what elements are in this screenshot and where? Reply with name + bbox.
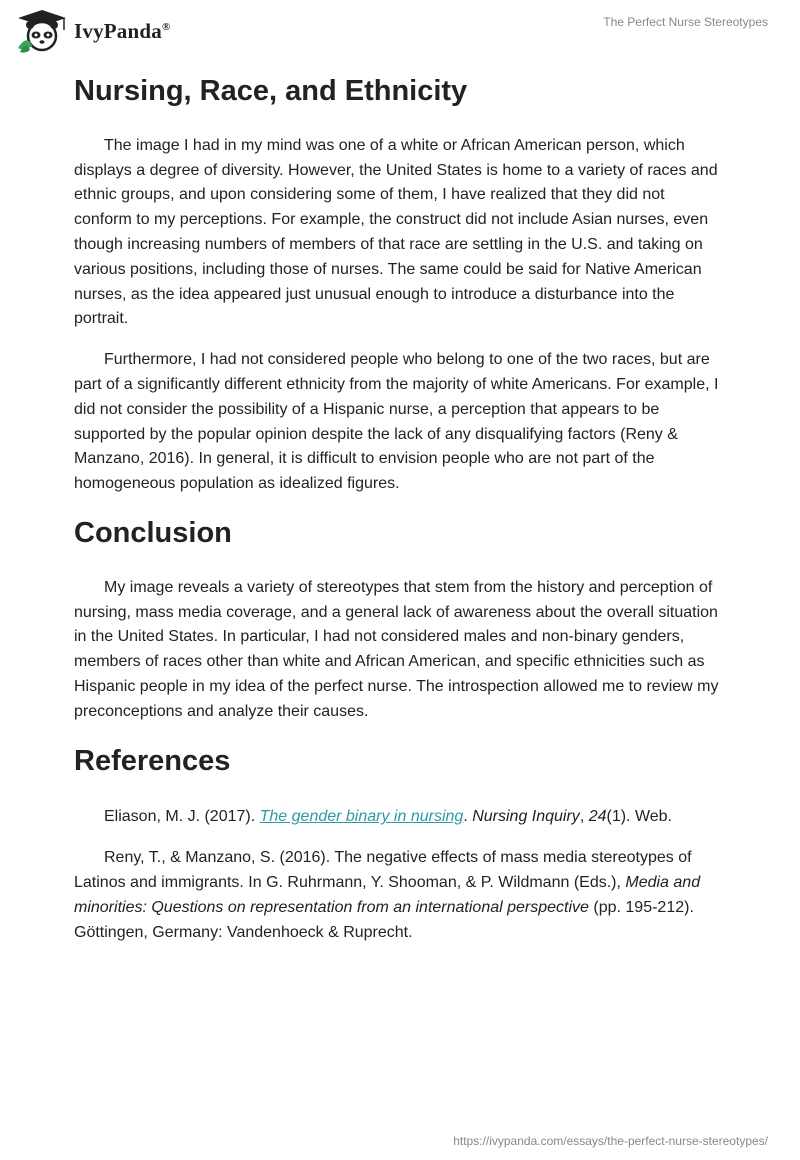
heading-references: References bbox=[74, 744, 231, 777]
heading-conclusion: Conclusion bbox=[74, 516, 232, 549]
reference-link[interactable]: The gender binary in nursing bbox=[259, 808, 464, 826]
page-header bbox=[0, 0, 800, 62]
paragraph: My image reveals a variety of stereotypes that stem from the history and perception of nursing, mass media coverage, and a general lack of awareness about the overall situation in the United States. In particular, I had not considered males and non-binary genders, members of races other than white and African American, and specific ethnicities such as Hispanic people in my idea of the perfect nurse. The introspection allowed me to review my preconceptions and analyze their causes. bbox=[74, 578, 719, 720]
reference-item: Reny, T., & Manzano, S. (2016). The negative effects of mass media stereotypes of Latinos and immigrants. In G. Ruhrmann, Y. Shooman, & P. Wildmann (Eds.), Media and minorities: Questions on representation from an international perspective (pp. 195-212). Göttingen, Germany: Vandenhoeck & Ruprecht. bbox=[74, 849, 701, 941]
heading-race-ethnicity: Nursing, Race, and Ethnicity bbox=[74, 75, 468, 107]
reference-item: Eliason, M. J. (2017). The gender binary in nursing. Nursing Inquiry, 24(1). Web. bbox=[104, 808, 672, 826]
logo-text: IvyPanda® bbox=[74, 18, 171, 43]
essay-content bbox=[74, 70, 724, 945]
panda-graduate-icon bbox=[14, 8, 70, 54]
footer-url[interactable]: https://ivypanda.com/essays/the-perfect-nurse-stereotypes/ bbox=[453, 1134, 768, 1148]
document-title: The Perfect Nurse Stereotypes bbox=[603, 15, 768, 29]
paragraph: The image I had in my mind was one of a white or African American person, which displays a degree of diversity. However, the United States is home to a variety of races and ethnic groups, and upon considering some of them, I have realized that they did not conform to my perceptions. For example, the construct did not include Asian nurses, even though increasing numbers of members of that race are settling in the U.S. and taking on various positions, including those of nurses. The same could be said for Native American nurses, as the idea appeared just unusual enough to introduce a disturbance into the portrait. bbox=[74, 136, 718, 328]
ivypanda-logo[interactable] bbox=[14, 8, 170, 54]
paragraph: Furthermore, I had not considered people who belong to one of the two races, but are part of a significantly different ethnicity from the majority of white Americans. For example, I did not consider the possibility of a Hispanic nurse, a perception that appears to be supported by the popular opinion despite the lack of any disqualifying factors (Reny & Manzano, 2016). In general, it is difficult to envision people who are not part of the homogeneous population as idealized figures. bbox=[74, 351, 719, 493]
